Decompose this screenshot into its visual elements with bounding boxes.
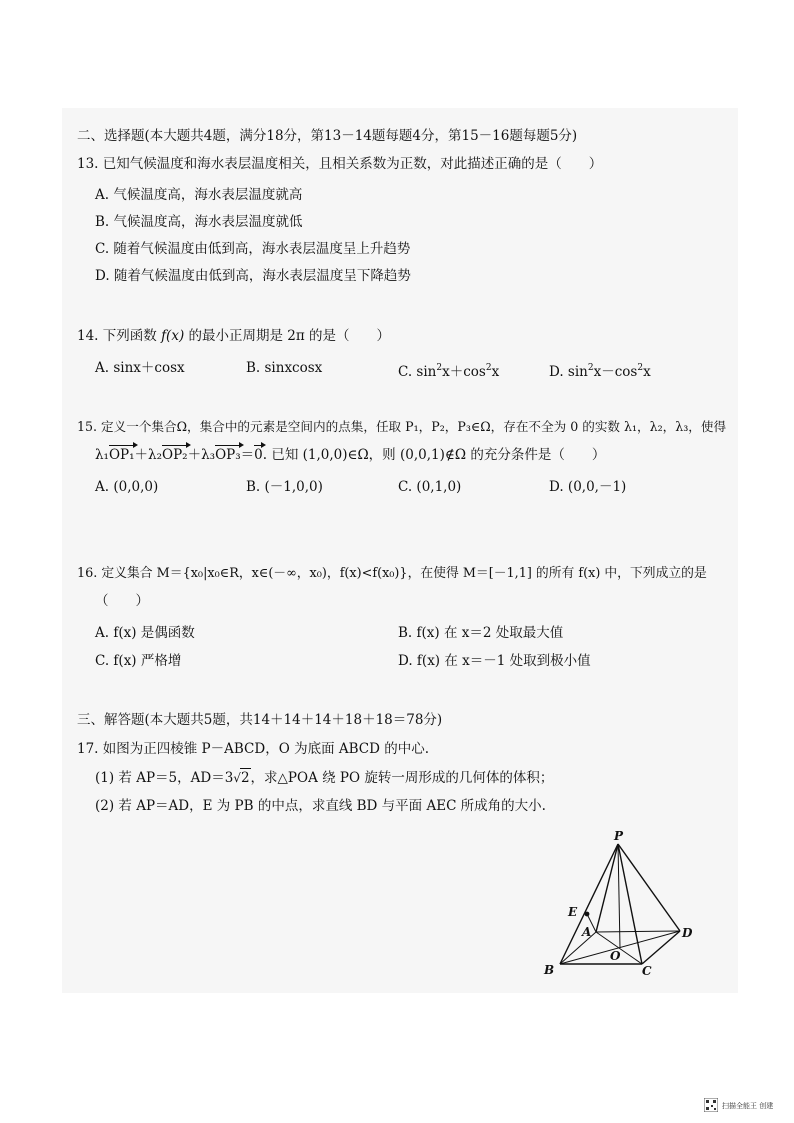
label-B: B xyxy=(544,963,555,977)
q14-stem xyxy=(77,327,390,345)
q13-option-c: C. 随着气候温度由低到高，海水表层温度呈上升趋势 xyxy=(95,241,411,257)
label-C: C xyxy=(642,964,652,978)
scanner-watermark: 扫描全能王 创建 xyxy=(722,1102,774,1110)
q17-part1: (1) 若 AP＝5，AD＝3√2，求△POA 绕 PO 旋转一周形成的几何体的体积； xyxy=(95,770,554,786)
section3-heading: 三、解答题(本大题共5题，共14＋14＋14＋18＋18＝78分) xyxy=(77,712,443,728)
q14-stem-fx: f(x) xyxy=(161,328,185,344)
section2-heading: 二、选择题(本大题共4题，满分18分，第13－14题每题4分，第15－16题每题5分) xyxy=(77,128,578,144)
q16-option-a: A. f(x) 是偶函数 xyxy=(95,625,195,641)
q17-part1-a: (1) 若 AP＝5，AD＝3 xyxy=(95,770,234,786)
q14-d-sup1: 2 xyxy=(587,363,594,373)
label-A: A xyxy=(582,925,592,939)
q14-option-b: B. sinxcosx xyxy=(246,360,323,376)
q13-option-a: A. 气候温度高，海水表层温度就高 xyxy=(95,187,303,203)
q16-option-c: C. f(x) 严格增 xyxy=(95,653,182,669)
q17-part2: (2) 若 AP＝AD，E 为 PB 的中点，求直线 BD 与平面 AEC 所成角的大小. xyxy=(95,798,546,814)
q13-stem: 13. 已知气候温度和海水表层温度相关，且相关系数为正数，对此描述正确的是（ ） xyxy=(77,156,603,172)
q15-line2-rest: . 已知 (1,0,0)∈Ω，则 (0,0,1)∉Ω 的充分条件是（ ） xyxy=(262,447,606,463)
q17-part1-root: 2 xyxy=(240,770,250,786)
q16-option-b: B. f(x) 在 x＝2 处取最大值 xyxy=(398,625,564,641)
q15-vec-zero: 0 xyxy=(254,447,263,463)
q15-option-a: A. (0,0,0) xyxy=(95,479,159,495)
q17-stem: 17. 如图为正四棱锥 P－ABCD，O 为底面 ABCD 的中心. xyxy=(77,741,430,757)
q15-lambda1: λ₁ xyxy=(95,447,109,463)
q15-plus2: ＋λ₃ xyxy=(187,447,216,463)
q14-c-mid: x＋cos xyxy=(442,364,486,380)
q15-eq: ＝ xyxy=(240,447,255,463)
q15-line1: 15. 定义一个集合Ω，集合中的元素是空间内的点集，任取 P₁，P₂，P₃∈Ω，存在不全为 0 的实数 λ₁，λ₂，λ₃，使得 xyxy=(77,419,727,434)
label-D: D xyxy=(682,926,693,940)
q16-option-d: D. f(x) 在 x＝－1 处取到极小值 xyxy=(398,653,591,669)
q15-vec-op2: OP₂ xyxy=(162,447,188,463)
label-E: E xyxy=(568,905,578,919)
q15-line2 xyxy=(95,446,605,464)
q15-option-d: D. (0,0,－1) xyxy=(549,479,627,495)
q14-c-label: C. sin xyxy=(398,364,437,380)
q14-option-a: A. sinx＋cosx xyxy=(95,360,185,376)
q14-option-c xyxy=(398,359,499,381)
edge-PA xyxy=(596,844,618,932)
q16-line1: 16. 定义集合 M＝{x₀|x₀∈R，x∈(－∞，x₀)，f(x)<f(x₀)}，在使得 M＝[－1,1] 的所有 f(x) 中，下列成立的是 xyxy=(77,566,707,581)
label-O: O xyxy=(610,949,621,963)
q17-part1-b: ，求△POA 绕 PO 旋转一周形成的几何体的体积； xyxy=(250,770,554,786)
edge-PB xyxy=(560,844,618,964)
q15-plus1: ＋λ₂ xyxy=(134,447,163,463)
q14-stem-suffix: 的最小正周期是 2π 的是（ ） xyxy=(188,328,391,344)
q14-d-mid: x－cos xyxy=(593,364,638,380)
edge-AD xyxy=(596,931,680,932)
q14-option-d xyxy=(549,359,651,381)
q14-c-sup2: 2 xyxy=(485,363,492,373)
q14-d-label: D. sin xyxy=(549,364,588,380)
q15-option-b: B. (－1,0,0) xyxy=(246,479,323,495)
point-E xyxy=(585,912,590,917)
q15-option-c: C. (0,1,0) xyxy=(398,479,462,495)
q14-d-sup2: 2 xyxy=(637,363,644,373)
q14-c-end: x xyxy=(491,364,500,380)
q13-option-d: D. 随着气候温度由低到高，海水表层温度呈下降趋势 xyxy=(95,268,411,284)
pyramid-figure xyxy=(538,830,718,980)
qr-code-icon xyxy=(704,1098,718,1112)
q13-option-b: B. 气候温度高，海水表层温度就低 xyxy=(95,214,303,230)
q14-d-end: x xyxy=(643,364,651,380)
segment-PO xyxy=(618,844,620,948)
q14-c-sup1: 2 xyxy=(436,363,443,373)
label-P: P xyxy=(614,830,624,843)
q15-vec-op1: OP₁ xyxy=(108,447,135,463)
q14-stem-prefix: 14. 下列函数 xyxy=(77,328,157,344)
q15-vec-op3: OP₃ xyxy=(215,447,241,463)
q16-line2: （ ） xyxy=(95,593,149,609)
